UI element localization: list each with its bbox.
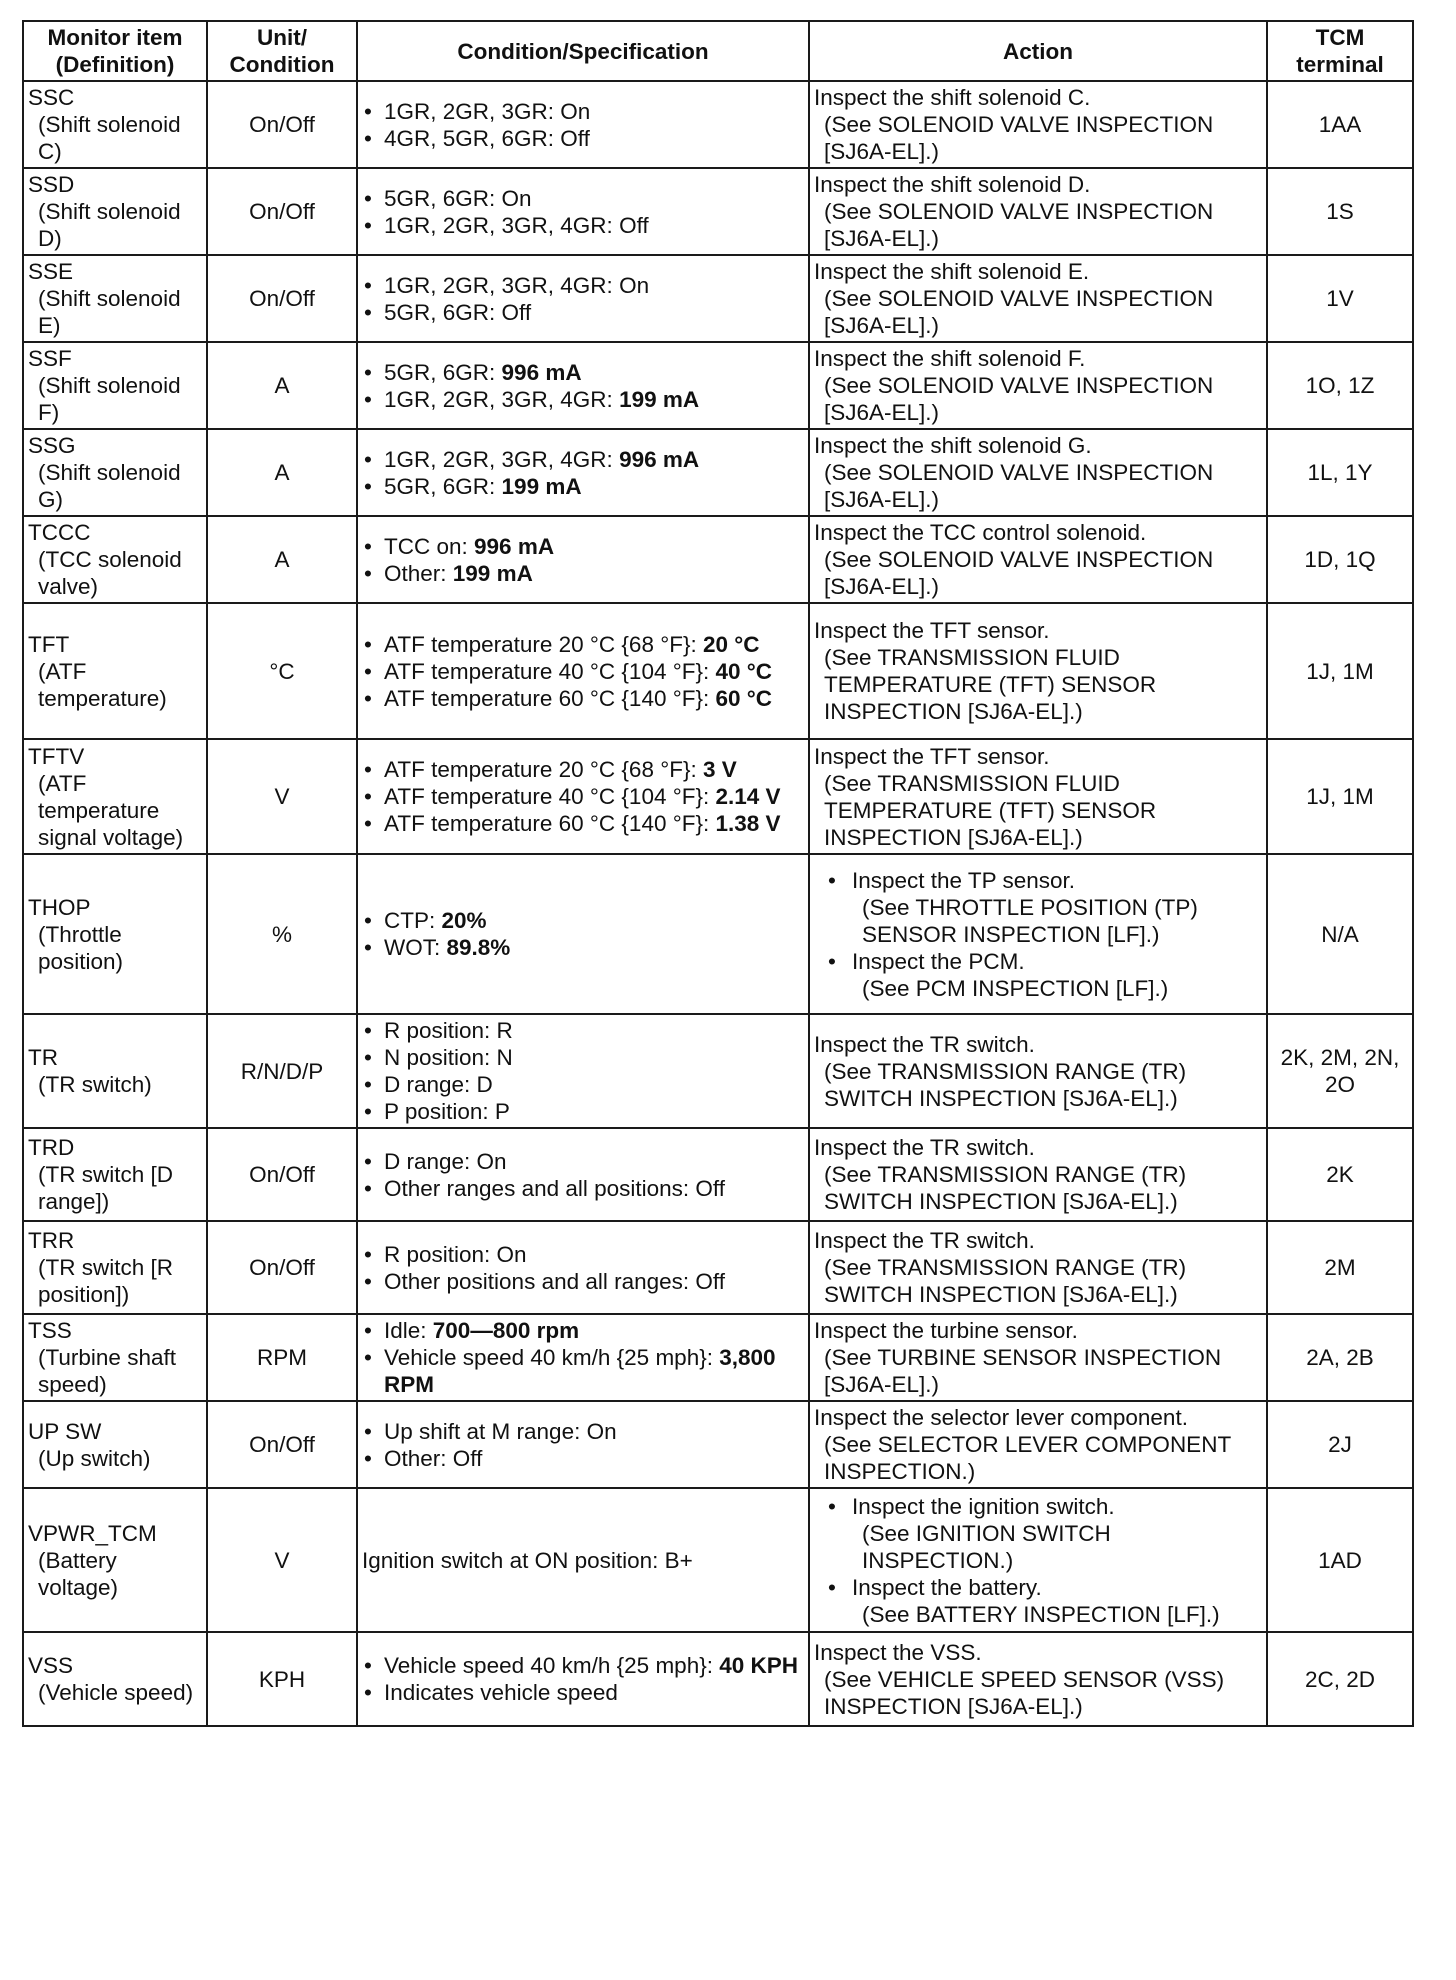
action-list	[814, 867, 1262, 1002]
monitor-item-definition: (TR switch [D range])	[38, 1162, 173, 1214]
spec-cell	[357, 1632, 809, 1726]
monitor-item-definition: (TR switch)	[38, 1072, 152, 1097]
action-instruction: Inspect the TFT sensor.	[814, 743, 1050, 769]
unit-cell: V	[207, 1488, 357, 1632]
spec-condition: 5GR, 6GR: On	[384, 185, 532, 211]
spec-item	[384, 359, 804, 386]
spec-item	[384, 272, 804, 299]
spec-value: 3,800 RPM	[384, 1345, 776, 1397]
monitor-item-code: TFT	[28, 631, 70, 657]
tcm-terminal-cell: 1J, 1M	[1267, 603, 1413, 739]
monitor-item-definition: (Shift solenoid C)	[38, 112, 181, 164]
action-cell	[809, 603, 1267, 739]
unit-cell: RPM	[207, 1314, 357, 1401]
spec-condition: D range: On	[384, 1148, 507, 1174]
spec-condition: Other: Off	[384, 1445, 483, 1471]
monitor-item-cell	[23, 516, 207, 603]
spec-item	[384, 1652, 804, 1679]
monitor-item-code: VPWR_TCM	[28, 1520, 157, 1546]
action-instruction: Inspect the shift solenoid C.	[814, 85, 1091, 110]
action-reference: (See SOLENOID VALVE INSPECTION [SJ6A-EL].)	[824, 112, 1214, 164]
tcm-terminal-cell: 1AD	[1267, 1488, 1413, 1632]
spec-condition: 1GR, 2GR, 3GR, 4GR: On	[384, 272, 650, 298]
spec-cell	[357, 1401, 809, 1488]
spec-condition: CTP:	[384, 908, 442, 933]
spec-condition: ATF temperature 40 °C {104 °F}:	[384, 784, 716, 809]
monitor-item-definition: (Vehicle speed)	[38, 1680, 194, 1705]
spec-list	[362, 1148, 804, 1202]
spec-value: 996 mA	[474, 533, 555, 559]
table-row	[23, 342, 1413, 429]
monitor-item-cell	[23, 1221, 207, 1314]
spec-condition: D range: D	[384, 1072, 493, 1097]
spec-condition: Other positions and all ranges: Off	[384, 1268, 726, 1294]
monitor-item-cell	[23, 429, 207, 516]
action-reference: (See TRANSMISSION RANGE (TR) SWITCH INSPECTION [SJ6A-EL].)	[824, 1058, 1187, 1111]
spec-item	[384, 1148, 804, 1175]
table-body	[23, 81, 1413, 1726]
action-cell	[809, 1401, 1267, 1488]
spec-item	[384, 1268, 804, 1295]
action-instruction: Inspect the TR switch.	[814, 1228, 1035, 1253]
spec-cell	[357, 854, 809, 1014]
spec-list	[362, 359, 804, 413]
tcm-terminal-cell: 2J	[1267, 1401, 1413, 1488]
table-row	[23, 1632, 1413, 1726]
monitor-item-cell	[23, 1314, 207, 1401]
action-reference: (See PCM INSPECTION [LF].)	[862, 975, 1169, 1001]
monitor-item-code: SSF	[28, 346, 72, 371]
tcm-terminal-cell: 1J, 1M	[1267, 739, 1413, 854]
action-cell	[809, 168, 1267, 255]
spec-condition: ATF temperature 60 °C {140 °F}:	[384, 811, 716, 836]
spec-value: 89.8%	[446, 935, 511, 960]
spec-cell	[357, 168, 809, 255]
action-cell	[809, 342, 1267, 429]
action-cell	[809, 1014, 1267, 1128]
action-reference: (See TRANSMISSION FLUID TEMPERATURE (TFT) SENSOR INSPECTION [SJ6A-EL].)	[824, 770, 1157, 850]
monitor-item-cell	[23, 342, 207, 429]
table-row	[23, 1128, 1413, 1221]
tcm-terminal-cell: 1AA	[1267, 81, 1413, 168]
monitor-item-code: TRR	[28, 1228, 75, 1253]
monitor-item-code: SSD	[28, 172, 75, 197]
monitor-item-definition: (TCC solenoid valve)	[38, 547, 182, 599]
monitor-item-code: THOP	[28, 894, 91, 920]
header-monitor-item-label: Monitor item	[47, 25, 183, 50]
action-instruction: Inspect the TFT sensor.	[814, 618, 1050, 643]
unit-cell: On/Off	[207, 1401, 357, 1488]
spec-item	[384, 783, 804, 810]
tcm-terminal-cell: 2K	[1267, 1128, 1413, 1221]
spec-list	[362, 907, 804, 961]
spec-condition: 1GR, 2GR, 3GR, 4GR:	[384, 446, 620, 472]
action-reference: (See SOLENOID VALVE INSPECTION [SJ6A-EL].)	[824, 286, 1214, 338]
spec-item	[384, 1071, 804, 1098]
spec-list	[362, 1241, 804, 1295]
spec-item	[384, 1044, 804, 1071]
table-row	[23, 603, 1413, 739]
action-cell	[809, 1221, 1267, 1314]
spec-condition: ATF temperature 40 °C {104 °F}:	[384, 658, 716, 684]
action-instruction: • Inspect the battery.	[852, 1574, 1042, 1600]
tcm-terminal-cell: 2A, 2B	[1267, 1314, 1413, 1401]
spec-list	[362, 272, 804, 326]
spec-item	[384, 125, 804, 152]
table-row	[23, 1488, 1413, 1632]
spec-item	[384, 533, 804, 560]
action-reference: (See SOLENOID VALVE INSPECTION [SJ6A-EL].)	[824, 547, 1214, 599]
spec-cell	[357, 255, 809, 342]
spec-value: 20%	[441, 908, 487, 933]
tcm-terminal-cell: 1O, 1Z	[1267, 342, 1413, 429]
spec-item	[384, 386, 804, 413]
header-unit-sublabel: Condition	[229, 52, 335, 77]
unit-cell: On/Off	[207, 255, 357, 342]
action-reference: (See TRANSMISSION FLUID TEMPERATURE (TFT) SENSOR INSPECTION [SJ6A-EL].)	[824, 645, 1157, 724]
spec-item	[384, 560, 804, 587]
unit-cell: On/Off	[207, 81, 357, 168]
action-reference: (See THROTTLE POSITION (TP) SENSOR INSPECTION [LF].)	[862, 894, 1198, 947]
spec-list	[362, 533, 804, 587]
action-cell	[809, 81, 1267, 168]
table-row	[23, 739, 1413, 854]
spec-list	[362, 185, 804, 239]
spec-item	[384, 1344, 804, 1398]
action-item	[852, 948, 1262, 1002]
spec-cell	[357, 739, 809, 854]
spec-item	[384, 212, 804, 239]
action-cell	[809, 854, 1267, 1014]
spec-cell	[357, 603, 809, 739]
tcm-terminal-cell: 2K, 2M, 2N, 2O	[1267, 1014, 1413, 1128]
action-reference: (See TRANSMISSION RANGE (TR) SWITCH INSPECTION [SJ6A-EL].)	[824, 1162, 1187, 1214]
table-row	[23, 429, 1413, 516]
action-cell	[809, 1632, 1267, 1726]
action-reference: (See SOLENOID VALVE INSPECTION [SJ6A-EL].)	[824, 373, 1214, 425]
monitor-item-cell	[23, 854, 207, 1014]
spec-value: 199 mA	[501, 473, 582, 499]
action-instruction: Inspect the TCC control solenoid.	[814, 520, 1147, 545]
monitor-item-cell	[23, 255, 207, 342]
action-reference: (See BATTERY INSPECTION [LF].)	[862, 1601, 1220, 1627]
action-instruction: Inspect the shift solenoid E.	[814, 259, 1090, 284]
header-unit	[207, 21, 357, 81]
monitor-item-code: TFTV	[28, 743, 85, 769]
spec-item	[384, 1445, 804, 1472]
spec-item	[384, 631, 804, 658]
monitor-item-definition: (Battery voltage)	[38, 1547, 119, 1600]
monitor-item-cell	[23, 603, 207, 739]
table-row	[23, 516, 1413, 603]
tcm-terminal-cell: 1D, 1Q	[1267, 516, 1413, 603]
spec-condition: R position: On	[384, 1241, 527, 1267]
monitor-item-code: VSS	[28, 1653, 74, 1678]
monitor-item-definition: (Shift solenoid G)	[38, 460, 181, 512]
unit-cell: A	[207, 516, 357, 603]
header-monitor-item	[23, 21, 207, 81]
spec-condition: 5GR, 6GR: Off	[384, 299, 532, 325]
monitor-item-cell	[23, 1014, 207, 1128]
spec-condition: Other ranges and all positions: Off	[384, 1175, 726, 1201]
spec-item	[384, 1241, 804, 1268]
spec-condition: Indicates vehicle speed	[384, 1680, 618, 1705]
spec-list	[362, 1017, 804, 1125]
action-instruction: Inspect the turbine sensor.	[814, 1318, 1078, 1343]
header-action: Action	[809, 21, 1267, 81]
monitor-item-definition: (Shift solenoid F)	[38, 373, 181, 425]
spec-value: 2.14 V	[715, 784, 781, 809]
spec-item	[384, 1679, 804, 1706]
spec-item	[384, 658, 804, 685]
spec-item	[384, 299, 804, 326]
spec-condition: R position: R	[384, 1018, 513, 1043]
monitor-item-definition: (Up switch)	[38, 1445, 151, 1471]
unit-cell: °C	[207, 603, 357, 739]
spec-value: 3 V	[702, 757, 737, 782]
spec-condition: WOT:	[384, 935, 447, 960]
spec-cell	[357, 429, 809, 516]
spec-cell	[357, 1014, 809, 1128]
spec-item	[384, 1418, 804, 1445]
unit-cell: V	[207, 739, 357, 854]
spec-item	[384, 685, 804, 712]
tcm-terminal-cell: 2C, 2D	[1267, 1632, 1413, 1726]
spec-item	[384, 473, 804, 500]
action-instruction: Inspect the TR switch.	[814, 1135, 1035, 1160]
tcm-terminal-cell: 1S	[1267, 168, 1413, 255]
spec-condition: 4GR, 5GR, 6GR: Off	[384, 125, 590, 151]
unit-cell: R/N/D/P	[207, 1014, 357, 1128]
monitor-item-definition: (ATF temperature signal voltage)	[38, 770, 184, 850]
spec-list	[362, 98, 804, 152]
spec-condition: Vehicle speed 40 km/h {25 mph}:	[384, 1653, 720, 1678]
spec-cell	[357, 342, 809, 429]
action-instruction: Inspect the VSS.	[814, 1639, 982, 1665]
monitor-item-definition: (Throttle position)	[38, 921, 124, 974]
spec-item	[384, 934, 804, 961]
monitor-item-code: TSS	[28, 1318, 72, 1343]
action-reference: (See IGNITION SWITCH INSPECTION.)	[862, 1520, 1111, 1573]
monitor-item-cell	[23, 1488, 207, 1632]
table-row	[23, 1401, 1413, 1488]
action-reference: (See TURBINE SENSOR INSPECTION [SJ6A-EL].)	[824, 1345, 1222, 1397]
spec-condition: 5GR, 6GR:	[384, 473, 502, 499]
action-cell	[809, 255, 1267, 342]
monitor-item-code: TRD	[28, 1135, 75, 1160]
spec-condition: ATF temperature 60 °C {140 °F}:	[384, 685, 716, 711]
spec-list	[362, 446, 804, 500]
spec-item	[384, 185, 804, 212]
spec-condition: 5GR, 6GR:	[384, 359, 502, 385]
spec-cell	[357, 516, 809, 603]
spec-value: 996 mA	[501, 359, 582, 385]
table-row	[23, 81, 1413, 168]
table-row	[23, 1014, 1413, 1128]
monitor-item-definition: (Shift solenoid D)	[38, 199, 181, 251]
spec-condition: 1GR, 2GR, 3GR, 4GR:	[384, 386, 620, 412]
spec-condition: TCC on:	[384, 533, 475, 559]
unit-cell: On/Off	[207, 168, 357, 255]
spec-item	[384, 1017, 804, 1044]
header-row	[23, 21, 1413, 81]
spec-value: 199 mA	[452, 560, 533, 586]
spec-item	[384, 1098, 804, 1125]
spec-condition: ATF temperature 20 °C {68 °F}:	[384, 757, 703, 782]
action-cell	[809, 429, 1267, 516]
table-row	[23, 168, 1413, 255]
spec-list	[362, 756, 804, 837]
spec-condition: Other:	[384, 560, 453, 586]
header-monitor-item-sublabel: (Definition)	[55, 52, 175, 77]
unit-cell: A	[207, 342, 357, 429]
table-row	[23, 854, 1413, 1014]
monitor-item-definition: (TR switch [R position])	[38, 1255, 173, 1307]
unit-cell: On/Off	[207, 1221, 357, 1314]
spec-value: 1.38 V	[715, 811, 781, 836]
spec-condition: 1GR, 2GR, 3GR: On	[384, 98, 591, 124]
spec-condition: Idle:	[384, 1318, 433, 1343]
spec-list	[362, 1652, 804, 1706]
spec-value: 60 °C	[715, 685, 773, 711]
spec-value: 40 °C	[715, 658, 773, 684]
monitor-item-code: SSC	[28, 85, 75, 110]
spec-value: 700—800 rpm	[432, 1318, 580, 1343]
spec-cell	[357, 1221, 809, 1314]
action-instruction: Inspect the shift solenoid G.	[814, 433, 1092, 458]
spec-cell	[357, 1488, 809, 1632]
monitor-item-cell	[23, 1128, 207, 1221]
tcm-terminal-cell: 1L, 1Y	[1267, 429, 1413, 516]
spec-condition: Up shift at M range: On	[384, 1418, 617, 1444]
spec-item	[384, 98, 804, 125]
spec-list	[362, 1418, 804, 1472]
spec-condition: P position: P	[384, 1099, 510, 1124]
action-cell	[809, 1488, 1267, 1632]
action-instruction: Inspect the shift solenoid F.	[814, 346, 1086, 371]
spec-item	[384, 446, 804, 473]
table-row	[23, 255, 1413, 342]
spec-value: 40 KPH	[719, 1653, 799, 1678]
header-unit-label: Unit/	[257, 25, 307, 50]
spec-item	[384, 907, 804, 934]
spec-cell	[357, 1314, 809, 1401]
spec-value: 20 °C	[702, 631, 760, 657]
action-cell	[809, 1128, 1267, 1221]
tcm-terminal-cell: 2M	[1267, 1221, 1413, 1314]
spec-item	[384, 1175, 804, 1202]
monitor-item-table	[22, 20, 1414, 1727]
monitor-item-definition: (ATF temperature)	[38, 658, 167, 711]
tcm-terminal-cell: N/A	[1267, 854, 1413, 1014]
spec-value: 199 mA	[619, 386, 700, 412]
spec-list	[362, 631, 804, 712]
spec-cell	[357, 81, 809, 168]
monitor-item-cell	[23, 739, 207, 854]
action-instruction: Inspect the selector lever component.	[814, 1405, 1188, 1430]
action-cell	[809, 1314, 1267, 1401]
table-row	[23, 1221, 1413, 1314]
action-instruction: • Inspect the ignition switch.	[852, 1493, 1115, 1519]
unit-cell: %	[207, 854, 357, 1014]
action-instruction: Inspect the shift solenoid D.	[814, 172, 1091, 197]
monitor-item-code: TR	[28, 1045, 58, 1070]
action-reference: (See SOLENOID VALVE INSPECTION [SJ6A-EL].)	[824, 460, 1214, 512]
spec-cell	[357, 1128, 809, 1221]
action-reference: (See SELECTOR LEVER COMPONENT INSPECTION.)	[824, 1432, 1231, 1484]
monitor-item-cell	[23, 168, 207, 255]
unit-cell: KPH	[207, 1632, 357, 1726]
action-reference: (See SOLENOID VALVE INSPECTION [SJ6A-EL].)	[824, 199, 1214, 251]
monitor-item-definition: (Turbine shaft speed)	[38, 1345, 176, 1397]
monitor-item-cell	[23, 1632, 207, 1726]
header-spec: Condition/Specification	[357, 21, 809, 81]
spec-value: 996 mA	[619, 446, 700, 472]
unit-cell: On/Off	[207, 1128, 357, 1221]
tcm-terminal-cell: 1V	[1267, 255, 1413, 342]
action-instruction: • Inspect the TP sensor.	[852, 867, 1076, 893]
monitor-item-code: SSG	[28, 433, 76, 458]
monitor-item-code: UP SW	[28, 1418, 102, 1444]
spec-list	[362, 1317, 804, 1398]
monitor-item-code: TCCC	[28, 520, 91, 545]
action-reference: (See TRANSMISSION RANGE (TR) SWITCH INSPECTION [SJ6A-EL].)	[824, 1255, 1187, 1307]
spec-text: Ignition switch at ON position: B+	[362, 1547, 693, 1573]
unit-cell: A	[207, 429, 357, 516]
spec-item	[384, 756, 804, 783]
monitor-item-cell	[23, 1401, 207, 1488]
action-item	[852, 867, 1262, 948]
monitor-item-definition: (Shift solenoid E)	[38, 286, 181, 338]
monitor-item-code: SSE	[28, 259, 74, 284]
spec-condition: Vehicle speed 40 km/h {25 mph}:	[384, 1345, 720, 1370]
action-cell	[809, 516, 1267, 603]
action-reference: (See VEHICLE SPEED SENSOR (VSS) INSPECTION [SJ6A-EL].)	[824, 1666, 1225, 1719]
header-tcm-sublabel: terminal	[1296, 52, 1384, 77]
spec-condition: ATF temperature 20 °C {68 °F}:	[384, 631, 703, 657]
action-instruction: • Inspect the PCM.	[852, 948, 1025, 974]
spec-condition: 1GR, 2GR, 3GR, 4GR: Off	[384, 212, 649, 238]
action-cell	[809, 739, 1267, 854]
monitor-item-cell	[23, 81, 207, 168]
spec-item	[384, 810, 804, 837]
header-tcm-terminal	[1267, 21, 1413, 81]
action-item	[852, 1493, 1262, 1574]
spec-condition: N position: N	[384, 1045, 513, 1070]
action-instruction: Inspect the TR switch.	[814, 1031, 1035, 1057]
header-tcm-label: TCM	[1315, 25, 1365, 50]
action-item	[852, 1574, 1262, 1628]
action-list	[814, 1493, 1262, 1628]
table-row	[23, 1314, 1413, 1401]
spec-item	[384, 1317, 804, 1344]
